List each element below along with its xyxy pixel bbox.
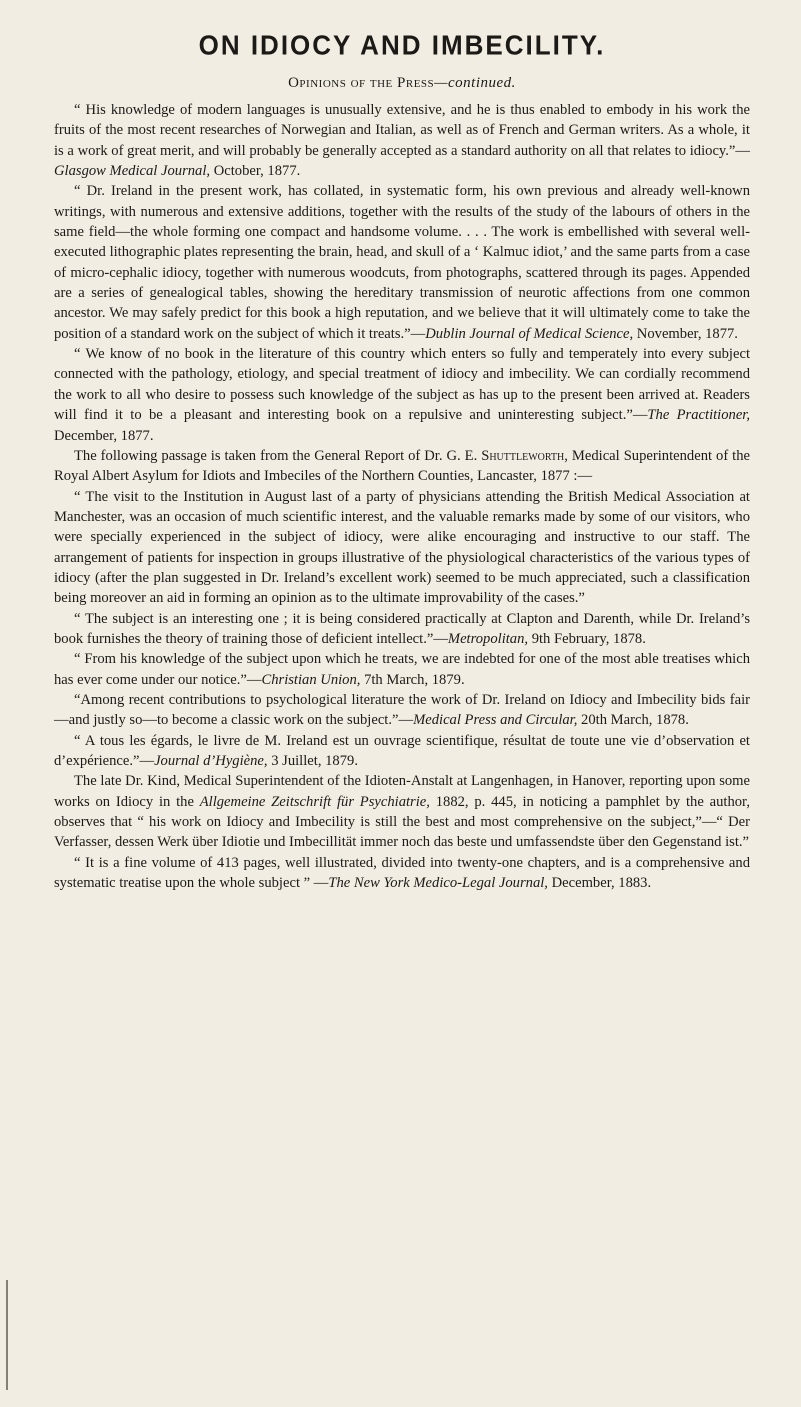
review-source: Medical Press and Circular, — [413, 712, 578, 729]
review-source: Christian Union, — [261, 671, 361, 688]
review-dublin — [54, 181, 750, 344]
review-text: “ A tous les égards, le livre de M. Ireland est un ouvrage scientifique, résultat de toute une vie d’observation et d’expérience.”— — [54, 732, 750, 769]
review-text: “ It is a fine volume of 413 pages, well illustrated, divided into twenty-one chapters, and is a comprehensive and systematic treatise upon the whole subject ” — — [54, 854, 750, 892]
review-text: “ From his knowledge of the subject upon which he treats, we are indebted for one of the most able treatises which has ever come under our notice.”— — [54, 651, 750, 688]
review-date: December, 1883. — [547, 875, 652, 892]
review-practitioner — [54, 344, 750, 446]
review-date: 3 Juillet, 1879. — [267, 753, 358, 769]
report-quote-text: “ The visit to the Institution in August last of a party of physicians attending the British Medical Association at Manchester, was an occasion of much scientific interest, and the valuable remarks made by some of our visitors, who were specially experienced in the subject of idiocy, were alike encouraging and instructive to our staff. The arrangement of patients for inspection in groups illustrative of the physiological characteristics of the various types of idiocy (after the plan suggested in Dr. Ireland’s excellent work) seemed to be much appreciated, such a classification being moreover an aid in forming an opinion as to the ultimate improvability of the cases.” — [54, 488, 750, 607]
review-source: Allgemeine Zeitschrift für Psychiatrie, — [199, 793, 430, 810]
subtitle-continued: —continued. — [434, 75, 516, 91]
page-title: ON IDIOCY AND IMBECILITY. — [198, 29, 606, 61]
review-date: 7th March, 1879. — [360, 671, 465, 688]
review-text: “ Dr. Ireland in the present work, has collated, in systematic form, his own previous and already well-known writings, with numerous and extensive additions, together with the results of the study of the labours of others in the same field—the whole forming one compact and handsome volume. . . . The work is embellished with several well-executed lithographic plates representing the brain, head, and skull of a ‘ Kalmuc idiot,’ and the same parts from a case of micro-cephalic idiocy, together with numerous woodcuts, from photographs, scattered through its pages. Appended are a series of genealogical tables, showing the hereditary transmission of neurotic affections from one common ancestor. We may safely predict for this book a high reputation, and we believe that it will ultimately come to take the position of a standard work on the subject of which it treats.”— — [54, 183, 750, 342]
report-intro — [54, 446, 750, 487]
report-quote — [54, 487, 750, 609]
review-kind — [54, 771, 750, 852]
review-source: The Practitioner, — [647, 407, 751, 424]
review-date: December, 1877. — [54, 427, 154, 444]
review-date: November, 1877. — [633, 325, 738, 342]
review-date: October, 1877. — [210, 163, 301, 180]
review-christian-union — [54, 649, 750, 690]
page-content — [54, 30, 750, 893]
review-source: Journal d’Hygiène, — [154, 753, 268, 769]
report-intro-tail: Medical Superintendent of the Royal Albert Asylum for Idiots and Imbeciles of the Northern Counties, Lancaster, 1877 :— — [54, 447, 750, 485]
review-text: The late Dr. Kind, Medical Superintendent of the Idioten-Anstalt at Langenhagen, in Hanover, reporting upon some works on Idiocy in the — [54, 773, 750, 810]
review-source: Metropolitan, — [447, 630, 529, 647]
page-edge-mark — [6, 1280, 8, 1390]
review-tail: 1882, p. 445, in noticing a pamphlet by the author, observes that “ his work on Idiocy and Imbecility is still the best and most comprehensive on the subject,”—“ Der Verfasser, dessen Werk über Idiotie und Imbecillität immer noch das beste und umfassendste über den Gegenstand ist.” — [54, 793, 750, 851]
section-subtitle — [54, 74, 750, 92]
subtitle-main: Opinions of the Press — [288, 75, 435, 91]
review-journal-hygiene — [54, 731, 750, 772]
review-source: Dublin Journal of Medical Science, — [425, 325, 634, 342]
review-date: 20th March, 1878. — [577, 712, 689, 729]
report-intro-text: The following passage is taken from the General Report of Dr. G. E. — [74, 447, 482, 464]
review-text: “ We know of no book in the literature of this country which enters so fully and temperately into every subject connected with the pathology, etiology, and special treatment of idiocy and imbecility. We can cordially recommend the work to all who desire to possess such knowledge of the subject as has up to the present been arrived at. Readers will find it to be a pleasant and interesting book on a repulsive and uninteresting subject.”— — [54, 346, 750, 424]
review-text: “Among recent contributions to psychological literature the work of Dr. Ireland on Idiocy and Imbecility bids fair—and justly so—to become a classic work on the subject.”— — [54, 691, 750, 729]
review-medical-press — [54, 690, 750, 731]
review-text: “ The subject is an interesting one ; it is being considered practically at Clapton and Darenth, while Dr. Ireland’s book furnishes the theory of training those of deficient intellect.”— — [54, 610, 750, 647]
review-source: Glasgow Medical Journal, — [54, 163, 211, 180]
review-metropolitan — [54, 609, 750, 650]
review-new-york — [54, 853, 750, 894]
report-author: Shuttleworth, — [481, 447, 568, 464]
review-glasgow — [54, 100, 750, 181]
review-source: The New York Medico-Legal Journal, — [328, 875, 548, 892]
review-date: 9th February, 1878. — [528, 630, 646, 647]
review-text: “ His knowledge of modern languages is unusually extensive, and he is thus enabled to embody in his work the fruits of the most recent researches of Norwegian and Italian, as well as of French and German writers. As a whole, it is a work of great merit, and will probably be generally accepted as a standard authority on all that relates to idiocy.”— — [54, 102, 750, 159]
